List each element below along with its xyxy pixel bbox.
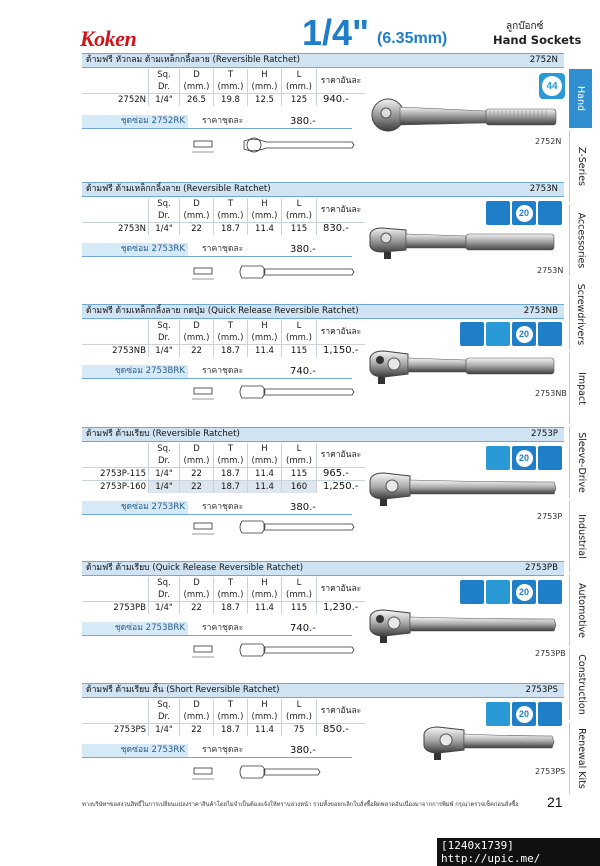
category-thai: ลูกบ๊อกซ์ bbox=[506, 21, 544, 32]
teeth-count-badge: 44 bbox=[542, 76, 562, 96]
tab-construction[interactable]: Construction bbox=[569, 648, 592, 720]
unit-mm: (mm.) bbox=[214, 81, 248, 94]
repair-kit-row bbox=[82, 243, 352, 257]
cell-h: 11.4 bbox=[248, 481, 282, 494]
col-h: H bbox=[248, 443, 282, 455]
table-row bbox=[82, 94, 365, 107]
col-h: H bbox=[248, 198, 282, 210]
cell-sq: 1/4" bbox=[149, 724, 180, 737]
repair-price: 740.- bbox=[290, 366, 316, 377]
technical-drawing bbox=[192, 517, 358, 539]
section-header-2753NB bbox=[82, 304, 564, 319]
cell-t: 18.7 bbox=[214, 602, 248, 615]
feature-icons bbox=[486, 201, 562, 225]
feature-icons bbox=[486, 446, 562, 470]
section-code: 2753N bbox=[529, 184, 558, 194]
ratchet-photo bbox=[366, 607, 562, 647]
repair-kit-code: ชุดซ่อม 2753RK bbox=[82, 243, 188, 256]
hand-icon bbox=[486, 201, 510, 225]
cell-sq: 1/4" bbox=[149, 602, 180, 615]
col-d: D bbox=[180, 577, 214, 589]
col-t: T bbox=[214, 198, 248, 210]
ratchet-photo bbox=[366, 348, 562, 388]
col-d: D bbox=[180, 69, 214, 81]
repair-price: 380.- bbox=[290, 745, 316, 756]
quick-release-icon bbox=[460, 580, 484, 604]
cell-l: 125 bbox=[282, 94, 317, 107]
unit-mm: (mm.) bbox=[180, 589, 214, 602]
cell-h: 11.4 bbox=[248, 345, 282, 358]
col-sq: Sq. bbox=[149, 198, 180, 210]
page-number: 21 bbox=[547, 794, 563, 810]
reversible-icon bbox=[538, 702, 562, 726]
price: 1,150.- bbox=[317, 345, 366, 358]
section-header-2752N bbox=[82, 53, 564, 68]
cell-h: 12.5 bbox=[248, 94, 282, 107]
unit-mm: (mm.) bbox=[282, 711, 317, 724]
col-t: T bbox=[214, 320, 248, 332]
table-row bbox=[82, 481, 365, 494]
cell-t: 18.7 bbox=[214, 223, 248, 236]
reversible-icon bbox=[538, 201, 562, 225]
col-l: L bbox=[282, 443, 317, 455]
quick-release-icon bbox=[460, 322, 484, 346]
technical-drawing bbox=[192, 382, 358, 404]
repair-kit-row bbox=[82, 744, 352, 758]
col-d: D bbox=[180, 198, 214, 210]
tab-industrial[interactable]: Industrial bbox=[569, 500, 592, 572]
spec-table-2753PB bbox=[82, 577, 365, 614]
col-sq: Sq. bbox=[149, 320, 180, 332]
tab-z-series[interactable]: Z-Series bbox=[569, 130, 592, 202]
tab-automotive[interactable]: Automotive bbox=[569, 574, 592, 646]
section-code: 2753PB bbox=[525, 563, 558, 573]
cell-l: 75 bbox=[282, 724, 317, 737]
cell-h: 11.4 bbox=[248, 468, 282, 481]
price: 830.- bbox=[317, 223, 366, 236]
price: 850.- bbox=[317, 724, 366, 737]
section-title: ด้ามฟรี ด้ามเหล็กกลิ้งลาย กดปุ่ม (Quick Release Reversible Ratchet) bbox=[86, 306, 359, 316]
cell-l: 115 bbox=[282, 468, 317, 481]
cell-sq: 1/4" bbox=[149, 468, 180, 481]
spec-table-2753P bbox=[82, 443, 365, 493]
col-l: L bbox=[282, 198, 317, 210]
table-row bbox=[82, 468, 365, 481]
photo-label: 2753PB bbox=[535, 649, 566, 658]
model-code: 2752N bbox=[82, 94, 149, 107]
section-code: 2752N bbox=[529, 55, 558, 65]
reversible-icon bbox=[538, 446, 562, 470]
unit-mm: (mm.) bbox=[180, 210, 214, 223]
hand-icon bbox=[486, 702, 510, 726]
ratchet-photo bbox=[366, 470, 562, 510]
price: 940.- bbox=[317, 94, 366, 107]
section-header-2753PB bbox=[82, 561, 564, 576]
cell-l: 115 bbox=[282, 602, 317, 615]
unit-mm: (mm.) bbox=[248, 81, 282, 94]
repair-kit-row bbox=[82, 622, 352, 636]
section-title: ด้ามฟรี ด้ามเรียบ สั้น (Short Reversible Ratchet) bbox=[86, 685, 280, 695]
cell-d: 22 bbox=[180, 481, 214, 494]
cell-l: 115 bbox=[282, 223, 317, 236]
hand-icon bbox=[486, 322, 510, 346]
col-sq: Sq. bbox=[149, 443, 180, 455]
model-code: 2753N bbox=[82, 223, 149, 236]
spec-table-2753NB bbox=[82, 320, 365, 357]
tab-impact[interactable]: Impact bbox=[569, 352, 592, 424]
unit-mm: (mm.) bbox=[180, 711, 214, 724]
teeth-count-icon: 20 bbox=[512, 322, 536, 346]
repair-price-label: ราคาชุดละ bbox=[202, 366, 244, 376]
col-price: ราคาอันละ bbox=[317, 699, 366, 724]
section-code: 2753PS bbox=[525, 685, 558, 695]
col-h: H bbox=[248, 577, 282, 589]
col-price: ราคาอันละ bbox=[317, 443, 366, 468]
model-code: 2753P-160 bbox=[82, 481, 149, 494]
photo-label: 2753P bbox=[537, 512, 563, 521]
teeth-count-icon: 20 bbox=[512, 201, 536, 225]
repair-kit-code: ชุดซ่อม 2753BRK bbox=[82, 622, 188, 635]
repair-price-label: ราคาชุดละ bbox=[202, 623, 244, 633]
technical-drawing bbox=[192, 262, 358, 284]
model-code: 2753PB bbox=[82, 602, 149, 615]
unit-mm: (mm.) bbox=[180, 455, 214, 468]
section-header-2753PS bbox=[82, 683, 564, 698]
cell-d: 22 bbox=[180, 468, 214, 481]
tab-hand[interactable]: Hand bbox=[569, 68, 592, 128]
repair-kit-row bbox=[82, 115, 352, 129]
repair-price: 380.- bbox=[290, 502, 316, 513]
col-sq: Sq. bbox=[149, 69, 180, 81]
cell-t: 18.7 bbox=[214, 468, 248, 481]
unit-mm: (mm.) bbox=[214, 711, 248, 724]
technical-drawing bbox=[192, 136, 358, 156]
unit-mm: (mm.) bbox=[282, 455, 317, 468]
col-h: H bbox=[248, 699, 282, 711]
teeth-count-icon: 20 bbox=[512, 580, 536, 604]
cell-t: 18.7 bbox=[214, 724, 248, 737]
cell-h: 11.4 bbox=[248, 602, 282, 615]
price: 965.- bbox=[317, 468, 366, 481]
section-title: ด้ามฟรี ด้ามเรียบ (Quick Release Reversible Ratchet) bbox=[86, 563, 304, 573]
section-title: ด้ามฟรี หัวกลม ด้ามเหล็กกลิ้งลาย (Reversible Ratchet) bbox=[86, 55, 300, 65]
cell-d: 22 bbox=[180, 724, 214, 737]
cell-l: 160 bbox=[282, 481, 317, 494]
cell-l: 115 bbox=[282, 345, 317, 358]
table-row bbox=[82, 724, 365, 737]
unit-mm: (mm.) bbox=[214, 332, 248, 345]
cell-h: 11.4 bbox=[248, 223, 282, 236]
table-row bbox=[82, 345, 365, 358]
category-english: Hand Sockets bbox=[493, 33, 582, 47]
section-header-2753N bbox=[82, 182, 564, 197]
col-t: T bbox=[214, 699, 248, 711]
col-price: ราคาอันละ bbox=[317, 320, 366, 345]
unit-mm: (mm.) bbox=[248, 589, 282, 602]
feature-icons bbox=[460, 580, 562, 604]
unit-mm: (mm.) bbox=[248, 455, 282, 468]
repair-kit-code: ชุดซ่อม 2753RK bbox=[82, 744, 188, 757]
cell-sq: 1/4" bbox=[149, 481, 180, 494]
col-l: L bbox=[282, 699, 317, 711]
repair-kit-row bbox=[82, 501, 352, 515]
spec-table-2753N bbox=[82, 198, 365, 235]
col-dr: Dr. bbox=[149, 332, 180, 345]
cell-d: 26.5 bbox=[180, 94, 214, 107]
cell-sq: 1/4" bbox=[149, 94, 180, 107]
cell-t: 18.7 bbox=[214, 345, 248, 358]
repair-price-label: ราคาชุดละ bbox=[202, 502, 244, 512]
col-h: H bbox=[248, 320, 282, 332]
unit-mm: (mm.) bbox=[282, 589, 317, 602]
page-title-size: 1/4" bbox=[302, 12, 370, 53]
ratchet-photo bbox=[420, 724, 560, 764]
price: 1,250.- bbox=[317, 481, 366, 494]
photo-label: 2752N bbox=[535, 137, 562, 146]
cell-h: 11.4 bbox=[248, 724, 282, 737]
repair-kit-code: ชุดซ่อม 2752RK bbox=[82, 115, 188, 128]
table-row bbox=[82, 602, 365, 615]
cell-sq: 1/4" bbox=[149, 345, 180, 358]
col-d: D bbox=[180, 443, 214, 455]
cell-d: 22 bbox=[180, 223, 214, 236]
col-price: ราคาอันละ bbox=[317, 577, 366, 602]
col-sq: Sq. bbox=[149, 699, 180, 711]
photo-label: 2753PS bbox=[535, 767, 566, 776]
col-t: T bbox=[214, 577, 248, 589]
unit-mm: (mm.) bbox=[282, 210, 317, 223]
section-title: ด้ามฟรี ด้ามเหล็กกลิ้งลาย (Reversible Ratchet) bbox=[86, 184, 271, 194]
col-dr: Dr. bbox=[149, 711, 180, 724]
photo-label: 2753NB bbox=[535, 389, 567, 398]
table-row bbox=[82, 223, 365, 236]
repair-price: 380.- bbox=[290, 116, 316, 127]
model-code: 2753NB bbox=[82, 345, 149, 358]
spec-table-2752N bbox=[82, 69, 365, 106]
unit-mm: (mm.) bbox=[214, 210, 248, 223]
repair-price-label: ราคาชุดละ bbox=[202, 116, 244, 126]
repair-price: 380.- bbox=[290, 244, 316, 255]
technical-drawing bbox=[192, 640, 358, 662]
hand-icon bbox=[486, 580, 510, 604]
spec-table-2753PS bbox=[82, 699, 365, 736]
col-dr: Dr. bbox=[149, 589, 180, 602]
photo-label: 2753N bbox=[537, 266, 564, 275]
repair-kit-code: ชุดซ่อม 2753RK bbox=[82, 501, 188, 514]
brand-logo: Koken bbox=[80, 26, 137, 51]
tab-renewal-kits[interactable]: Renewal Kits bbox=[569, 722, 592, 794]
page-title-mm: (6.35mm) bbox=[377, 30, 448, 47]
price: 1,230.- bbox=[317, 602, 366, 615]
col-l: L bbox=[282, 577, 317, 589]
cell-sq: 1/4" bbox=[149, 223, 180, 236]
teeth-count-icon: 20 bbox=[512, 702, 536, 726]
technical-drawing bbox=[192, 762, 358, 784]
unit-mm: (mm.) bbox=[214, 589, 248, 602]
cell-d: 22 bbox=[180, 602, 214, 615]
repair-kit-code: ชุดซ่อม 2753BRK bbox=[82, 365, 188, 378]
ratchet-photo bbox=[366, 224, 562, 264]
unit-mm: (mm.) bbox=[180, 332, 214, 345]
tab-accessories[interactable]: Accessories bbox=[569, 204, 592, 276]
cell-t: 18.7 bbox=[214, 481, 248, 494]
section-header-2753P bbox=[82, 427, 564, 442]
model-code: 2753PS bbox=[82, 724, 149, 737]
repair-price: 740.- bbox=[290, 623, 316, 634]
col-l: L bbox=[282, 320, 317, 332]
col-dr: Dr. bbox=[149, 210, 180, 223]
unit-mm: (mm.) bbox=[214, 455, 248, 468]
col-h: H bbox=[248, 69, 282, 81]
unit-mm: (mm.) bbox=[282, 332, 317, 345]
col-l: L bbox=[282, 69, 317, 81]
col-dr: Dr. bbox=[149, 81, 180, 94]
feature-badge bbox=[539, 73, 565, 99]
tab-sleeve-drive[interactable]: Sleeve-Drive bbox=[569, 426, 592, 498]
section-code: 2753NB bbox=[523, 306, 558, 316]
unit-mm: (mm.) bbox=[282, 81, 317, 94]
col-t: T bbox=[214, 69, 248, 81]
col-t: T bbox=[214, 443, 248, 455]
col-sq: Sq. bbox=[149, 577, 180, 589]
section-code: 2753P bbox=[530, 429, 558, 439]
repair-kit-row bbox=[82, 365, 352, 379]
watermark: [1240x1739] http://upic.me/ bbox=[437, 838, 600, 866]
col-price: ราคาอันละ bbox=[317, 69, 366, 94]
reversible-icon bbox=[538, 322, 562, 346]
ratchet-photo bbox=[366, 93, 562, 137]
unit-mm: (mm.) bbox=[180, 81, 214, 94]
unit-mm: (mm.) bbox=[248, 210, 282, 223]
col-price: ราคาอันละ bbox=[317, 198, 366, 223]
footer-disclaimer: ทางบริษัทฯขอสงวนสิทธิ์ในการเปลี่ยนแปลงราคาสินค้าโดยไม่จำเป็นต้องแจ้งให้ทราบล่วงหน้า รวมทั้งขอยกเลิกใบสั่งซื้อผิดพลาดอันเนื่องมาจากการพิมพ์ กรุณาตรวจเช็คก่อนสั่งซื้อ bbox=[82, 802, 519, 808]
feature-icons bbox=[460, 322, 562, 346]
reversible-icon bbox=[538, 580, 562, 604]
repair-price-label: ราคาชุดละ bbox=[202, 244, 244, 254]
col-d: D bbox=[180, 320, 214, 332]
model-code: 2753P-115 bbox=[82, 468, 149, 481]
feature-icons bbox=[486, 702, 562, 726]
col-d: D bbox=[180, 699, 214, 711]
cell-t: 19.8 bbox=[214, 94, 248, 107]
repair-price-label: ราคาชุดละ bbox=[202, 745, 244, 755]
section-title: ด้ามฟรี ด้ามเรียบ (Reversible Ratchet) bbox=[86, 429, 240, 439]
hand-icon bbox=[486, 446, 510, 470]
unit-mm: (mm.) bbox=[248, 711, 282, 724]
col-dr: Dr. bbox=[149, 455, 180, 468]
tab-screwdrivers[interactable]: Screwdrivers bbox=[569, 278, 592, 350]
teeth-count-icon: 20 bbox=[512, 446, 536, 470]
cell-d: 22 bbox=[180, 345, 214, 358]
unit-mm: (mm.) bbox=[248, 332, 282, 345]
